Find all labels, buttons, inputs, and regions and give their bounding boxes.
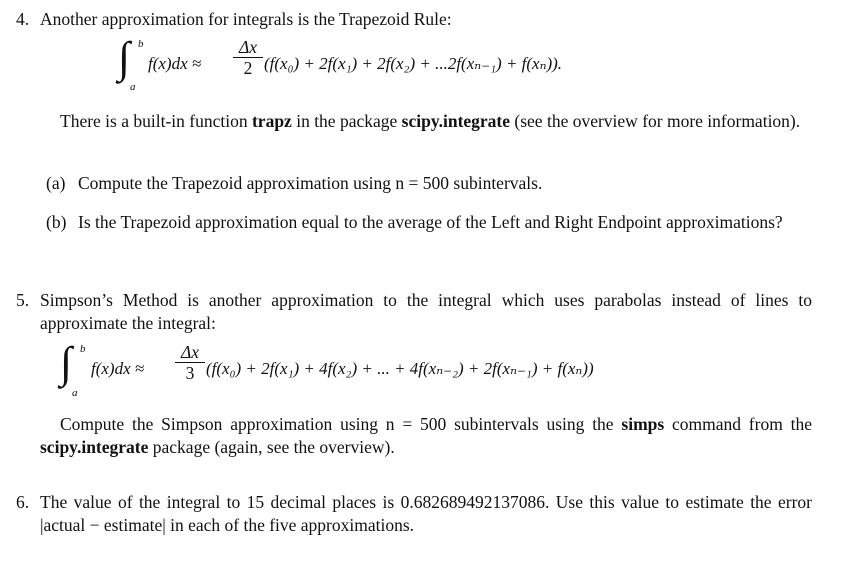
para-text: in the package bbox=[296, 111, 398, 131]
formula-fraction bbox=[233, 37, 263, 78]
trapz-keyword: trapz bbox=[251, 111, 292, 131]
question-5-number: 5. bbox=[16, 290, 30, 310]
part-a-text: Compute the Trapezoid approximation using n = 500 subintervals. bbox=[78, 173, 543, 193]
para-text: command from the bbox=[672, 414, 813, 434]
simps-keyword: simps bbox=[621, 414, 665, 434]
fraction-numerator: Δx bbox=[180, 342, 200, 362]
question-5-intro: Simpson’s Method is another approximation to the integral which uses parabolas instead of lines to approximate the integral: bbox=[40, 290, 812, 333]
para-text: package (again, see the overview). bbox=[152, 437, 395, 457]
formula-rhs: (f(x₀) + 2f(x₁) + 2f(x₂) + ...2f(xₙ₋₁) + f(xₙ)). bbox=[264, 54, 563, 73]
question-4-intro: Another approximation for integrals is the Trapezoid Rule: bbox=[40, 9, 452, 29]
formula-lhs: f(x)dx ≈ bbox=[148, 54, 202, 73]
part-b-label: (b) bbox=[46, 212, 67, 232]
question-6-text: The value of the integral to 15 decimal places is 0.682689492137086. Use this value to estimate the error |actual − estimate| in each of the five approximations. bbox=[40, 492, 812, 535]
fraction-numerator: Δx bbox=[238, 37, 258, 57]
part-b-text: Is the Trapezoid approximation equal to the average of the Left and Right Endpoint approximations? bbox=[78, 212, 783, 232]
formula-lhs: f(x)dx ≈ bbox=[91, 359, 145, 378]
para-text: (see the overview for more information). bbox=[514, 111, 801, 131]
lower-limit: a bbox=[130, 81, 136, 93]
fraction-denominator: 2 bbox=[243, 58, 253, 78]
fraction-denominator: 3 bbox=[185, 363, 195, 383]
integral-sign: ∫ bbox=[118, 33, 131, 82]
question-6-number: 6. bbox=[16, 492, 30, 512]
para-text: Compute the Simpson approximation using n = 500 subintervals using the bbox=[60, 414, 614, 434]
upper-limit: b bbox=[80, 343, 86, 355]
question-4-number: 4. bbox=[16, 9, 30, 29]
part-a-label: (a) bbox=[46, 173, 66, 193]
para-text: There is a built-in function bbox=[60, 111, 248, 131]
integral-sign: ∫ bbox=[60, 338, 73, 387]
upper-limit: b bbox=[138, 38, 144, 50]
question-4-paragraph bbox=[40, 110, 812, 133]
lower-limit: a bbox=[72, 387, 78, 399]
question-5-paragraph bbox=[40, 413, 812, 459]
formula-fraction bbox=[175, 342, 205, 383]
scipy-integrate-keyword: scipy.integrate bbox=[40, 437, 149, 457]
formula-rhs: (f(x₀) + 2f(x₁) + 4f(x₂) + ... + 4f(xₙ₋₂) + 2f(xₙ₋₁) + f(xₙ)) bbox=[206, 359, 594, 378]
scipy-integrate-keyword: scipy.integrate bbox=[401, 111, 511, 131]
